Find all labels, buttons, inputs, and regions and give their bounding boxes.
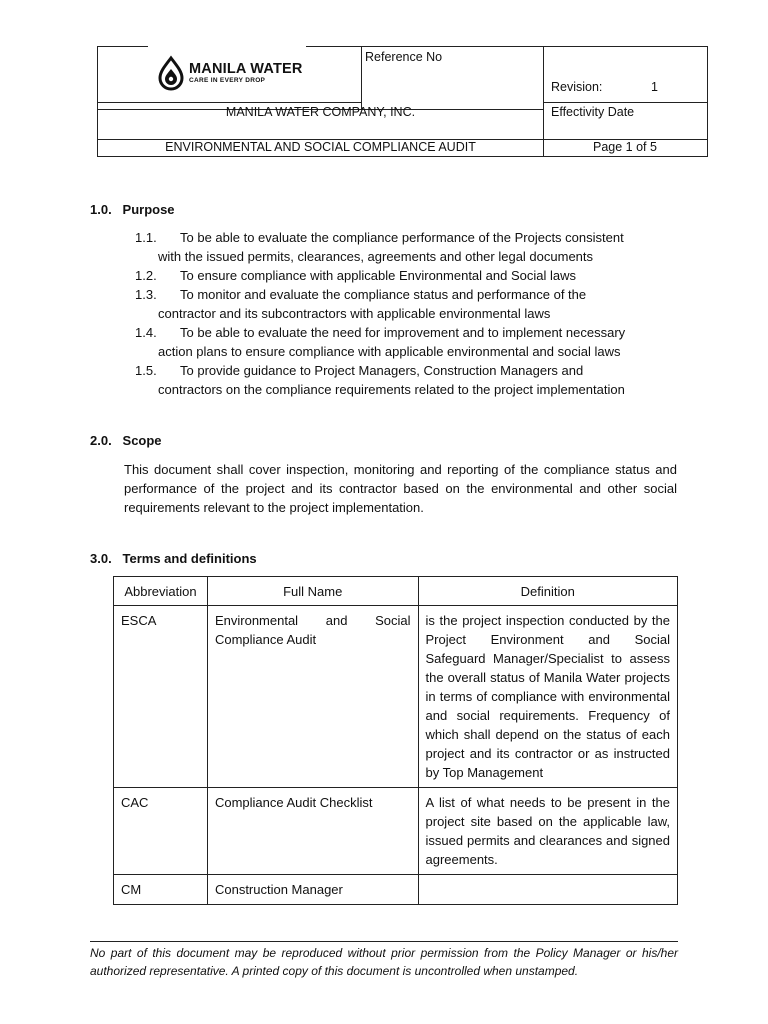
abbreviation-cell: ESCA bbox=[114, 606, 208, 788]
footer-divider bbox=[90, 941, 678, 942]
column-header: Definition bbox=[418, 577, 677, 606]
item-text: To monitor and evaluate the compliance status and performance of the bbox=[180, 287, 587, 302]
terms-table bbox=[113, 576, 678, 905]
table-row bbox=[114, 875, 678, 905]
definition-cell: is the project inspection conducted by the Project Environment and Social Safeguard Manager/Specialist to assess the overall status of Manila Water projects in terms of compliance with environmental and social requirements. Frequency of which shall depend on the status of each project and its contractor or as instructed by Top Management bbox=[418, 606, 677, 788]
full-name-cell: Construction Manager bbox=[207, 875, 418, 905]
item-text: To provide guidance to Project Managers, Construction Managers and bbox=[180, 363, 584, 378]
definition-cell bbox=[418, 875, 677, 905]
revision-value: 1 bbox=[651, 80, 658, 94]
item-number: 1.2. bbox=[135, 268, 157, 283]
item-text-continued: action plans to ensure compliance with applicable environmental and social laws bbox=[158, 344, 621, 359]
table-row bbox=[114, 606, 678, 788]
item-text: To be able to evaluate the compliance performance of the Projects consistent bbox=[180, 230, 624, 245]
list-item bbox=[135, 361, 677, 399]
scope-heading: 2.0. Scope bbox=[90, 433, 162, 448]
purpose-heading: 1.0. Purpose bbox=[90, 202, 175, 217]
logo-name: MANILA WATER bbox=[189, 60, 303, 77]
item-number: 1.4. bbox=[135, 325, 157, 340]
item-number: 1.5. bbox=[135, 363, 157, 378]
item-number: 1.1. bbox=[135, 230, 157, 245]
item-text-continued: with the issued permits, clearances, agreements and other legal documents bbox=[158, 249, 594, 264]
table-header-row bbox=[114, 577, 678, 606]
item-text-continued: contractor and its subcontractors with applicable environmental laws bbox=[158, 306, 551, 321]
document-header bbox=[97, 46, 708, 157]
page-number: Page 1 of 5 bbox=[593, 140, 657, 154]
water-drop-logo-icon bbox=[156, 55, 186, 91]
company-name: MANILA WATER COMPANY, INC. bbox=[225, 105, 416, 119]
item-number: 1.3. bbox=[135, 287, 157, 302]
list-item bbox=[135, 266, 677, 285]
list-item bbox=[135, 323, 677, 361]
list-item bbox=[135, 228, 677, 266]
full-name-cell: Environmental and Social Compliance Audit bbox=[207, 606, 418, 788]
revision-label: Revision: bbox=[551, 80, 603, 94]
terms-heading: 3.0. Terms and definitions bbox=[90, 551, 257, 566]
full-name-cell: Compliance Audit Checklist bbox=[207, 788, 418, 875]
definition-cell: A list of what needs to be present in the project site based on the applicable law, issued permits and clearances and signed agreements. bbox=[418, 788, 677, 875]
item-text-continued: contractors on the compliance requirements related to the project implementation bbox=[158, 382, 625, 397]
document-title: ENVIRONMENTAL AND SOCIAL COMPLIANCE AUDIT bbox=[165, 140, 476, 154]
list-item bbox=[135, 285, 677, 323]
scope-paragraph: This document shall cover inspection, monitoring and reporting of the compliance status and performance of the project and its contractor based on the environmental and other social requirements relevant to the project implementation. bbox=[124, 462, 677, 515]
abbreviation-cell: CAC bbox=[114, 788, 208, 875]
item-text: To be able to evaluate the need for improvement and to implement necessary bbox=[180, 325, 626, 340]
column-header: Full Name bbox=[207, 577, 418, 606]
reference-label: Reference No bbox=[365, 50, 443, 64]
footer-disclaimer: No part of this document may be reproduced without prior permission from the Policy Manager or his/her authorized representative. A printed copy of this document is uncontrolled when unstamped. bbox=[90, 946, 678, 978]
item-text: To ensure compliance with applicable Environmental and Social laws bbox=[180, 268, 576, 283]
abbreviation-cell: CM bbox=[114, 875, 208, 905]
logo-tagline: CARE IN EVERY DROP bbox=[189, 77, 266, 84]
effectivity-date-label: Effectivity Date bbox=[551, 105, 635, 119]
column-header: Abbreviation bbox=[114, 577, 208, 606]
company-logo bbox=[156, 55, 303, 91]
table-row bbox=[114, 788, 678, 875]
